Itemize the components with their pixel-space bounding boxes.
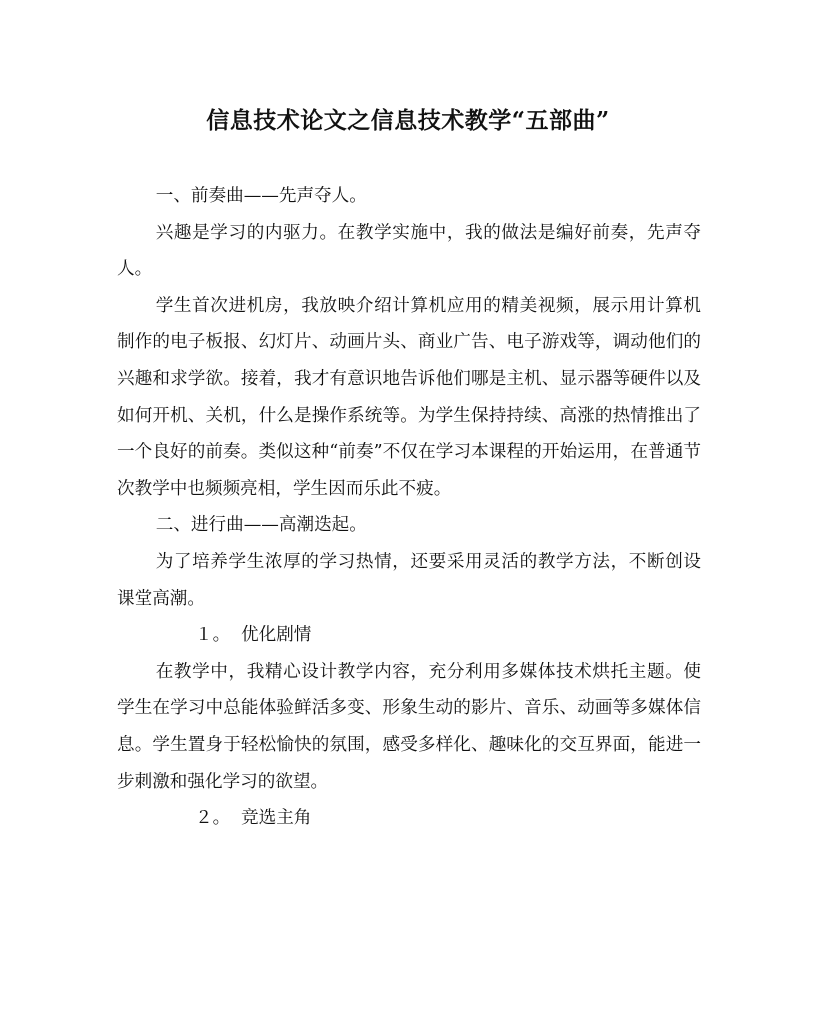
list-item-label: 竞选主角 <box>241 808 312 829</box>
paragraph: 为了培养学生浓厚的学习热情，还要采用灵活的教学方法，不断创设课堂高潮。 <box>117 551 701 609</box>
list-item-number: １。 <box>195 625 231 646</box>
document-body <box>117 178 701 837</box>
list-item-heading <box>117 800 701 837</box>
list-item-number: ２。 <box>195 808 231 829</box>
paragraph: 兴趣是学习的内驱力。在教学实施中，我的做法是编好前奏，先声夺人。 <box>117 222 701 280</box>
paragraph: 在教学中，我精心设计教学内容，充分利用多媒体技术烘托主题。使学生在学习中总能体验鲜活多变、形象生动的影片、音乐、动画等多媒体信息。学生置身于轻松愉快的氛围，感受多样化、趣味化的交互界面，能进一步刺激和强化学习的欲望。 <box>117 661 701 792</box>
list-item-heading <box>117 617 701 654</box>
list-item-label: 优化剧情 <box>241 625 312 646</box>
section-heading-prelude: 一、前奏曲——先声夺人。 <box>155 186 367 206</box>
document-title: 信息技术论文之信息技术教学“五部曲” <box>206 107 610 134</box>
paragraph: 学生首次进机房，我放映介绍计算机应用的精美视频，展示用计算机制作的电子板报、幻灯片、动画片头、商业广告、电子游戏等，调动他们的兴趣和求学欲。接着，我才有意识地告诉他们哪是主机、显示器等硬件以及如何开机、关机，什么是操作系统等。为学生保持持续、高涨的热情推出了一个良好的前奏。类似这种“前奏”不仅在学习本课程的开始运用，在普通节次教学中也频频亮相，学生因而乐此不疲。 <box>117 295 701 499</box>
section-heading-march: 二、进行曲——高潮迭起。 <box>155 515 367 536</box>
